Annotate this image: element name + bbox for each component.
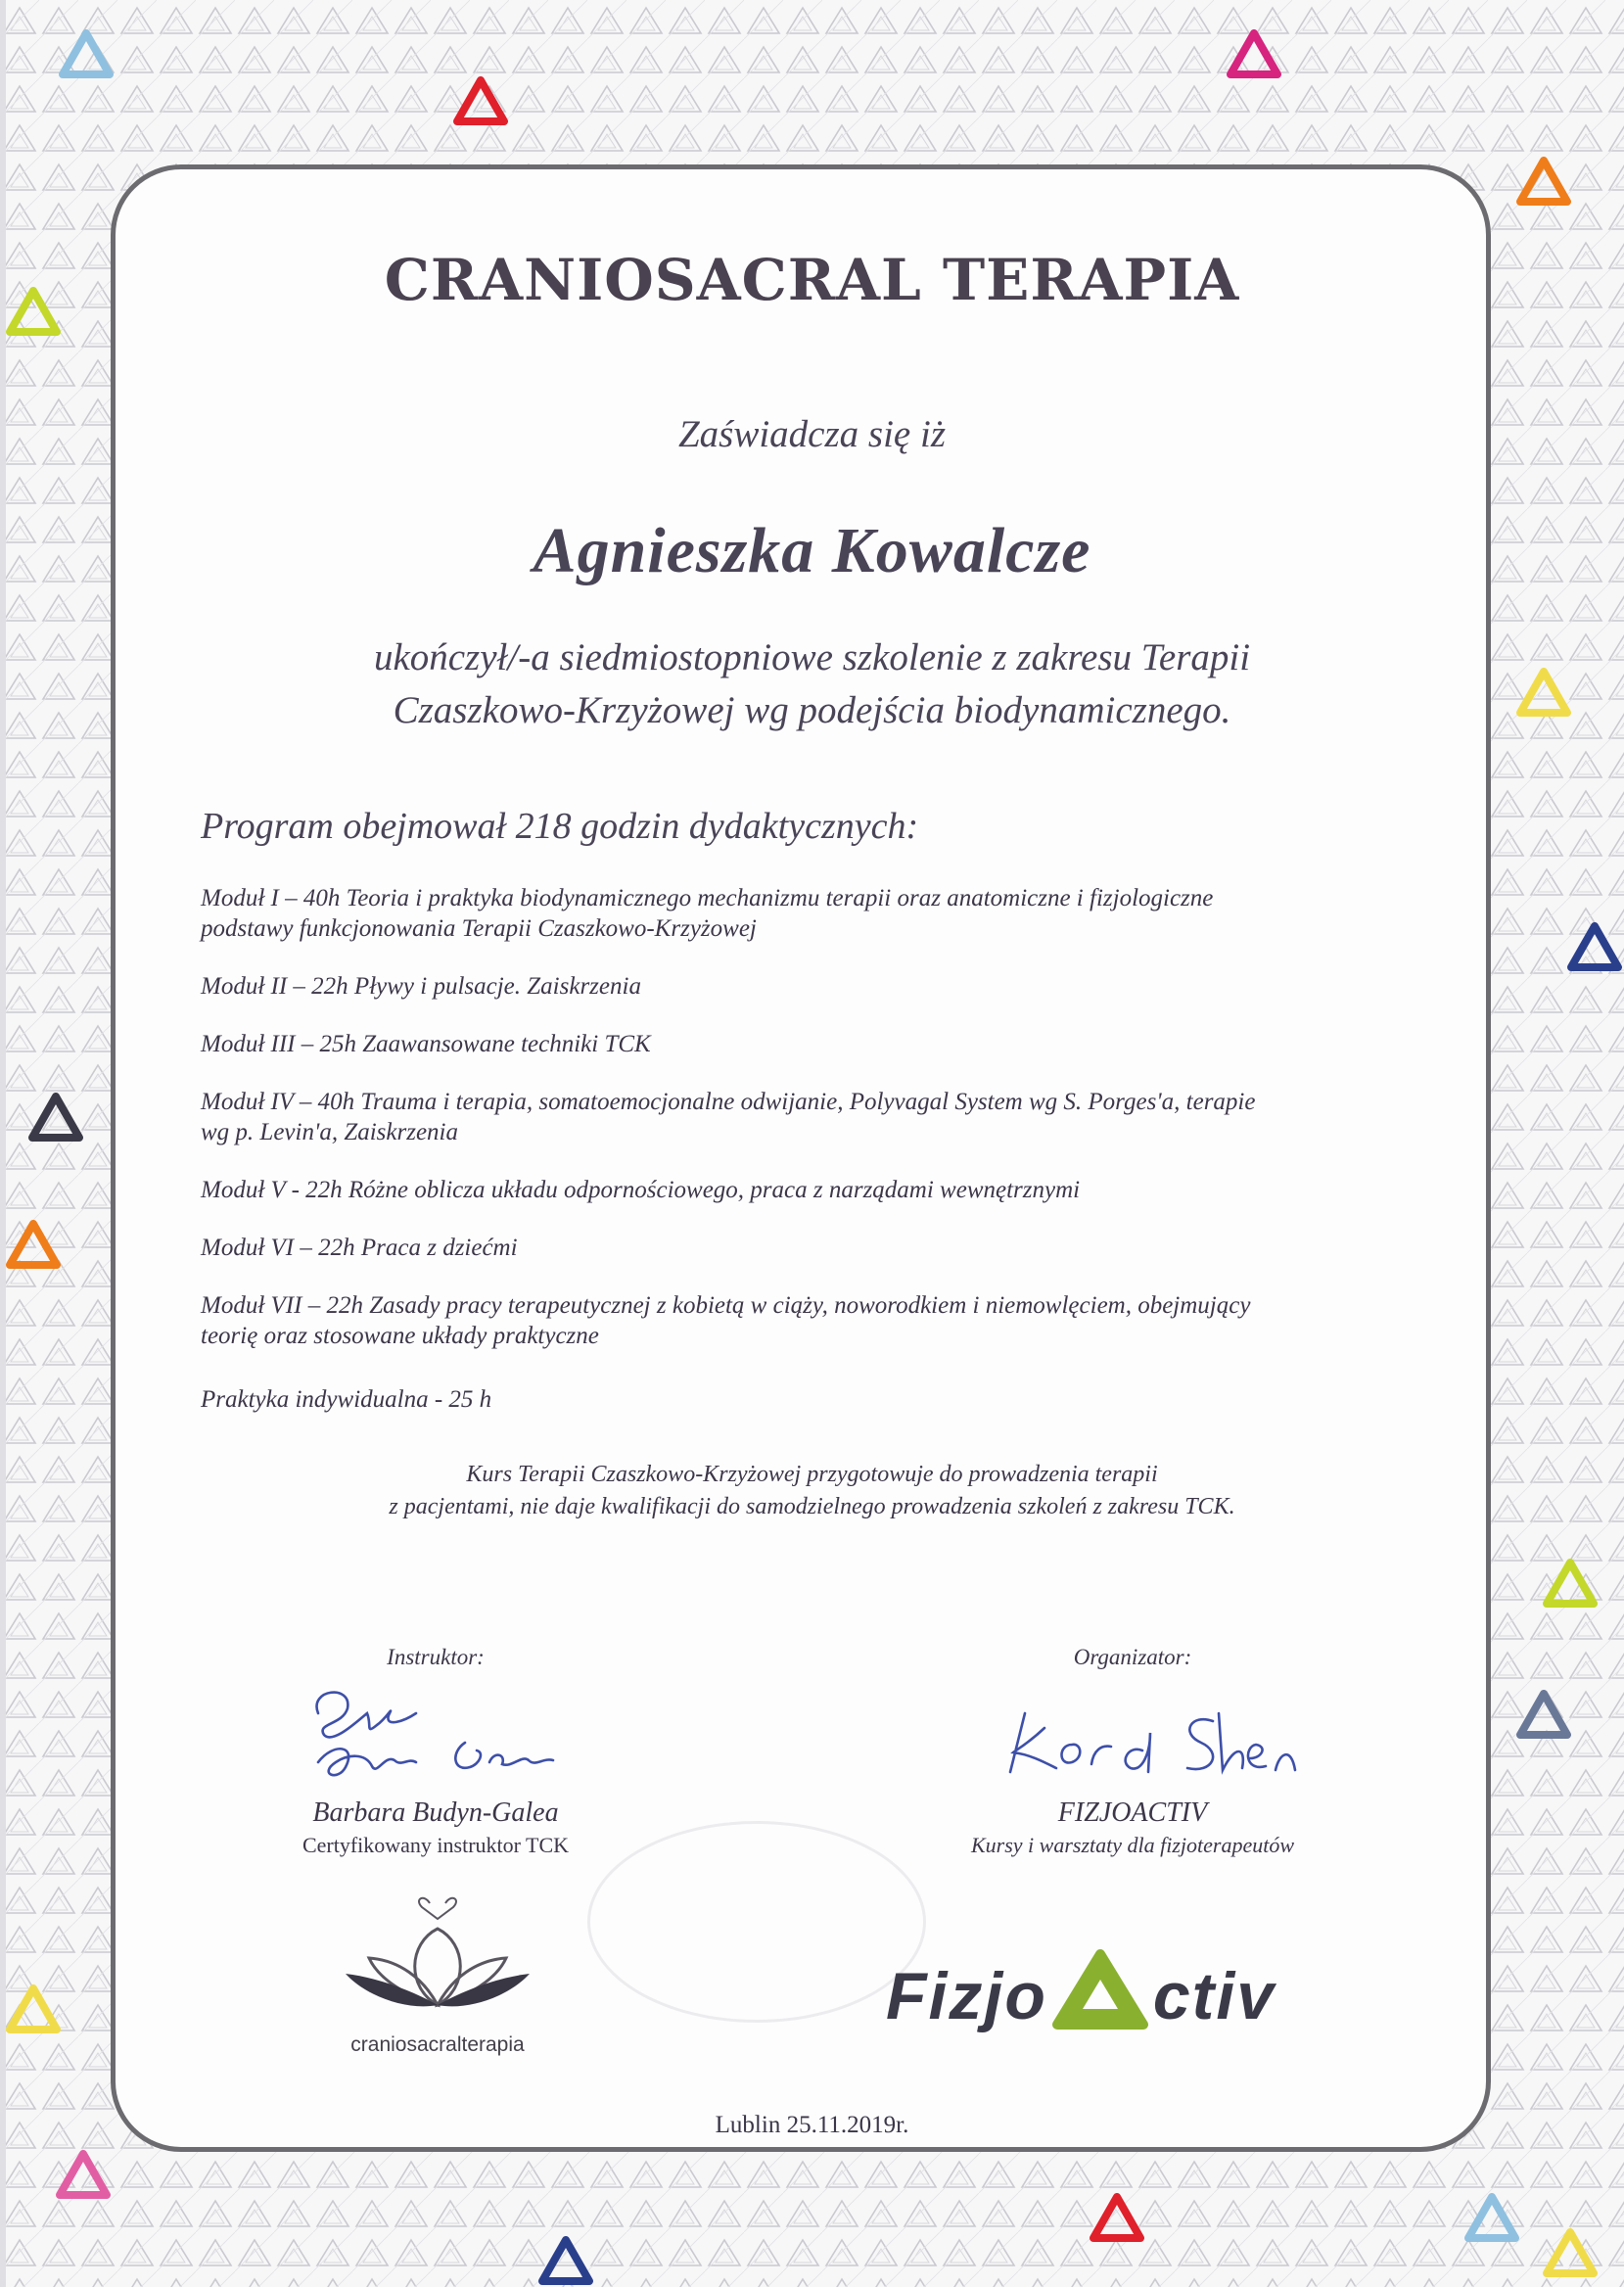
module-text: Moduł V - 22h Różne oblicza układu odpornościowego, praca z narządami wewnętrznymi (201, 1177, 1081, 1203)
module-item (201, 1233, 1434, 1263)
certificate-title: CRANIOSACRAL TERAPIA (384, 247, 1240, 313)
organizer-label: Organizator: (1073, 1645, 1192, 1669)
instructor-label: Instruktor: (387, 1645, 485, 1669)
module-text: wg p. Levin'a, Zaiskrzenia (201, 1119, 458, 1145)
instructor-signature (279, 1674, 592, 1792)
fizjoactiv-logo-right: ctiv (1152, 1959, 1276, 2033)
instructor-name: Barbara Budyn-Galea (312, 1797, 559, 1828)
module-text: Moduł IV – 40h Trauma i terapia, somatoemocjonalne odwijanie, Polyvagal System wg S. Porges'a, terapie (201, 1089, 1256, 1115)
module-item (201, 971, 1434, 1002)
triangle-icon (6, 1984, 61, 2035)
fizjoactiv-logo-left: Fizjo (886, 1959, 1047, 2033)
triangle-icon (453, 76, 508, 127)
triangle-icon (6, 1220, 61, 1271)
organizer-name: FIZJOACTIV (1057, 1797, 1208, 1828)
organizer-signature (956, 1674, 1309, 1792)
note-line: Kurs Terapii Czaszkowo-Krzyżowej przygotowuje do prowadzenia terapii (466, 1462, 1158, 1487)
module-item (201, 883, 1434, 944)
statement-line: ukończył/-a siedmiostopniowe szkolenie z zakresu Terapii (373, 636, 1251, 678)
triangle-icon (1543, 2228, 1598, 2279)
triangle-icon (56, 2150, 111, 2201)
craniosacral-logo-text: craniosacralterapia (350, 2033, 525, 2056)
module-text: Moduł VII – 22h Zasady pracy terapeutycznej z kobietą w ciąży, noworodkiem i niemowlęciem, obejmujący (201, 1292, 1251, 1319)
module-item (201, 1290, 1434, 1351)
triangle-icon (1227, 29, 1281, 80)
note-line: z pacjentami, nie daje kwalifikacji do samodzielnego prowadzenia szkoleń z zakresu TCK. (389, 1494, 1235, 1519)
module-text: Moduł VI – 22h Praca z dziećmi (201, 1235, 518, 1261)
recipient-name: Agnieszka Kowalcze (533, 515, 1091, 586)
module-item (201, 1087, 1434, 1147)
module-text: teorię oraz stosowane układy praktyczne (201, 1323, 599, 1349)
fizjoactiv-logo (886, 1946, 1276, 2034)
program-hours: Program obejmował 218 godzin dydaktycznych: (201, 806, 919, 847)
module-text: Moduł I – 40h Teoria i praktyka biodynamicznego mechanizmu terapii oraz anatomiczne i fizjologiczne (201, 885, 1214, 911)
triangle-icon (538, 2236, 593, 2287)
completion-statement (0, 631, 1624, 737)
triangle-icon (28, 1093, 83, 1144)
triangle-logo-icon (1049, 1946, 1151, 2032)
instructor-block (240, 1645, 631, 1858)
triangle-icon (1516, 157, 1571, 208)
course-note (0, 1459, 1624, 1523)
triangle-icon (1464, 2193, 1519, 2244)
triangle-icon (1543, 1559, 1598, 1610)
issue-date: Lublin 25.11.2019r. (715, 2112, 909, 2138)
intro-text: Zaświadcza się iż (677, 413, 947, 455)
scan-edge (0, 0, 6, 2287)
individual-practice: Praktyka indywidualna - 25 h (201, 1386, 492, 1413)
organizer-block (937, 1645, 1328, 1858)
faint-stamp (587, 1821, 926, 2023)
module-item (201, 1175, 1434, 1205)
module-list (201, 883, 1434, 1378)
organizer-role: Kursy i warsztaty dla fizjoterapeutów (970, 1833, 1295, 1857)
statement-line: Czaszkowo-Krzyżowej wg podejścia biodynamicznego. (393, 689, 1231, 731)
triangle-icon (59, 29, 114, 80)
triangle-icon (1090, 2193, 1144, 2244)
triangle-icon (1516, 1690, 1571, 1741)
triangle-icon (1567, 922, 1622, 973)
lotus-logo (340, 1890, 535, 2027)
module-text: Moduł II – 22h Pływy i pulsacje. Zaiskrzenia (201, 973, 641, 1000)
module-text: Moduł III – 25h Zaawansowane techniki TCK (201, 1031, 651, 1057)
instructor-role: Certyfikowany instruktor TCK (302, 1833, 570, 1857)
module-item (201, 1029, 1434, 1059)
module-text: podstawy funkcjonowania Terapii Czaszkowo-Krzyżowej (201, 915, 757, 942)
